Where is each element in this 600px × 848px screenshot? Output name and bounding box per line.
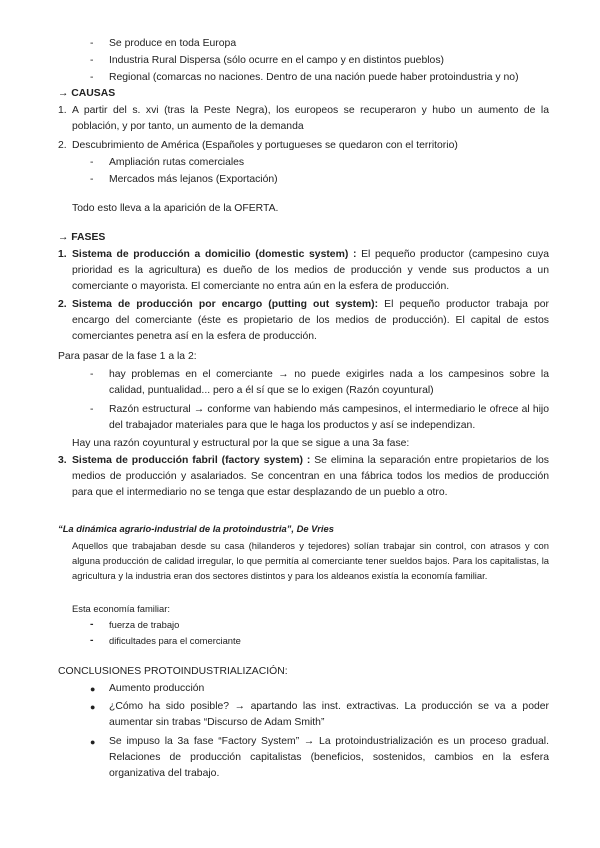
fase-2-title: Sistema de producción por encargo (putting out system): [72,299,379,310]
reason-text: Hay una razón coyuntural y estructural por la que se sigue a una 3a fase: [72,438,410,449]
causa-item: Descubrimiento de América (Españoles y portugueses se quedaron con el territorio) [72,140,458,151]
list-number: 2. [58,299,67,310]
eco-item: dificultades para el comerciante [109,635,241,646]
fase-3 [72,453,549,501]
list-number: 2. [58,140,67,151]
list-number: 1. [58,105,67,116]
transition-item: Razón estructural → conforme van habiendo más campesinos, el intermediario le ofrece al hijo del trabajador materiales para que le haga los productos y así se independizan. [109,404,549,431]
dash-bullet: - [90,619,94,630]
quote-paragraph: Aquellos que trabajaban desde su casa (hilanderos y tejedores) solían trabajar sin control, con atrasos y con alguna producción de calidad irregular, lo que permitía al comerciante tener sueldos bajos. Para los capitalistas, la agricultura y la industria eran dos sectores distintos y para los aldeanos existía la economía familiar. [72,540,549,581]
bullet-dot: ● [90,702,96,712]
causa-item: A partir del s. xvi (tras la Peste Negra), los europeos se recuperaron y hubo un aumento de la población, y por tanto, un aumento de la demanda [72,105,549,132]
fase-2 [72,297,549,345]
intro-bullet: Regional (comarcas no naciones. Dentro de una nación puede haber protoindustria y no) [109,72,519,83]
list-number: 3. [58,455,67,466]
dash-bullet: - [90,38,94,49]
quote-title: “La dinámica agrario-industrial de la protoindustria”, De Vries [58,523,334,534]
causa-subitem: Mercados más lejanos (Exportación) [109,174,278,185]
dash-bullet: - [90,157,94,168]
conclusion-item: Aumento producción [109,683,205,694]
fase-2-text: El pequeño productor trabaja por encargo del comerciante (éste es propietario de los medios de producción). El capital de estos comerciantes penetra así en la esfera de producción. [72,299,549,342]
fase-3-title: Sistema de producción fabril (factory system) : [72,455,311,466]
causas-conclusion: Todo esto lleva a la aparición de la OFERTA. [72,203,279,214]
fase-1-title: Sistema de producción a domicilio (domestic system) : [72,249,357,260]
fase-1-text: El pequeño productor (campesino cuya prioridad es la agricultura) es dueño de los medios de producción y vende sus productos a un comerciante o mayorista. El comerciante no entra aún en la esfera de producción. [72,249,549,292]
bullet-dot: ● [90,737,96,747]
dash-bullet: - [90,55,94,66]
fases-heading: → FASES [58,232,106,243]
transition-text: Para pasar de la fase 1 a la 2: [58,351,197,362]
dash-bullet: - [90,369,94,380]
eco-item: fuerza de trabajo [109,619,180,630]
intro-bullet: Industria Rural Dispersa (sólo ocurre en el campo y en distintos pueblos) [109,55,444,66]
list-number: 1. [58,249,67,260]
dash-bullet: - [90,72,94,83]
conclusiones-heading: CONCLUSIONES PROTOINDUSTRIALIZACIÓN: [58,666,288,677]
fase-3-text: Se elimina la separación entre propietarios de los medios de producción y asalariados. Se concentran en una fábrica todos los medios de producción para que el intermediario no se tenga que estar desplazando de un pueblo a otro. [72,455,549,498]
bullet-dot: ● [90,684,96,694]
fase-1 [72,247,549,295]
dash-bullet: - [90,404,94,415]
causas-heading: → CAUSAS [58,88,116,99]
transition-item: hay problemas en el comerciante → no puede exigirles nada a los campesinos sobre la calidad, puntualidad... pero a él sí que se lo exigen (Razón coyuntural) [109,369,549,396]
intro-bullet: Se produce en toda Europa [109,38,237,49]
dash-bullet: - [90,635,94,646]
conclusion-item: ¿Cómo ha sido posible? → apartando las inst. extractivas. La producción se va a poder aumentar sin trabas “Discurso de Adam Smith” [109,701,549,728]
eco-heading: Esta economía familiar: [72,603,170,614]
dash-bullet: - [90,174,94,185]
conclusion-item: Se impuso la 3a fase “Factory System” → La protoindustrialización es un proceso gradual. Relaciones de producción capitalistas (beneficios, sostenidos, cambios en la esfera organizativa del trabajo. [109,736,549,779]
causa-subitem: Ampliación rutas comerciales [109,157,245,168]
